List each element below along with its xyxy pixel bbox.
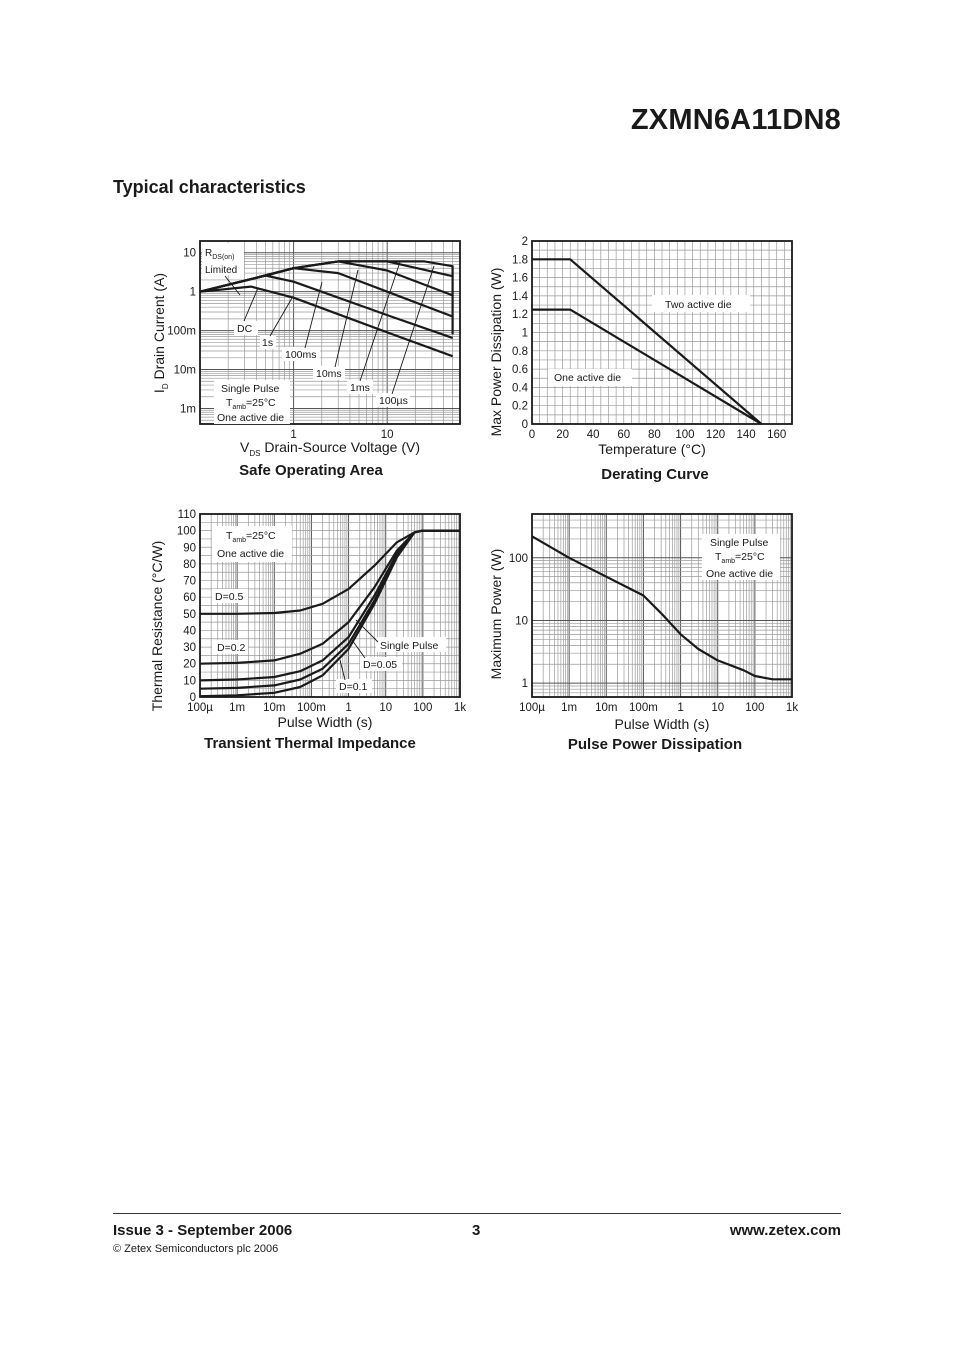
x-tick-label: 100 bbox=[413, 702, 433, 714]
annotation-label: Single Pulse bbox=[221, 383, 280, 395]
x-tick-label: 1m bbox=[229, 702, 246, 714]
legend-label-two-active-die: Two active die bbox=[665, 299, 732, 311]
footer-website-link[interactable]: www.zetex.com bbox=[729, 1222, 841, 1239]
chart-title: Safe Operating Area bbox=[239, 462, 383, 479]
y-axis-label: Maximum Power (W) bbox=[488, 548, 504, 680]
legend-label-one-active-die: One active die bbox=[554, 372, 622, 384]
y-axis-label: $I_D$ Drain Current (A) bbox=[151, 272, 170, 394]
y-tick-label: 30 bbox=[183, 642, 196, 655]
x-tick-label: 1k bbox=[785, 702, 799, 714]
x-tick-label: 40 bbox=[586, 429, 600, 441]
x-tick-label: 60 bbox=[617, 429, 631, 441]
x-axis-label: Pulse Width (s) bbox=[614, 716, 710, 732]
y-tick-label: 0.6 bbox=[512, 364, 528, 377]
transient-thermal-impedance-chart bbox=[149, 509, 466, 752]
annotation-label: Single Pulse bbox=[380, 640, 439, 652]
y-tick-label: 1.6 bbox=[512, 272, 528, 285]
annotation-label: D=0.2 bbox=[217, 642, 246, 654]
y-tick-label: 0.8 bbox=[512, 345, 528, 358]
y-tick-label: 100m bbox=[167, 325, 196, 338]
y-tick-label: 1 bbox=[521, 678, 528, 691]
y-axis-label: Thermal Resistance (°C/W) bbox=[149, 540, 165, 712]
grid bbox=[532, 241, 792, 424]
annotation-label: $T_{amb}=25^\circ C$ bbox=[715, 551, 765, 565]
chart-title: Transient Thermal Impedance bbox=[204, 735, 416, 752]
footer-copyright: © Zetex Semiconductors plc 2006 bbox=[113, 1243, 279, 1255]
y-axis-label: Max Power Dissipation (W) bbox=[488, 267, 504, 437]
y-tick-label: 110 bbox=[177, 509, 196, 521]
x-tick-label: 120 bbox=[705, 429, 726, 441]
annotation-label: D=0.1 bbox=[339, 681, 368, 693]
annotation-label: Limited bbox=[205, 265, 238, 276]
page-number: 3 bbox=[472, 1222, 481, 1239]
annotation-label: 1ms bbox=[350, 382, 370, 394]
safe-operating-area-chart bbox=[151, 241, 460, 479]
y-tick-label: 60 bbox=[183, 592, 196, 605]
y-tick-label: 20 bbox=[183, 658, 196, 671]
y-tick-label: 10 bbox=[515, 615, 528, 628]
annotation-label: D=0.5 bbox=[215, 591, 244, 603]
x-tick-label: 100µ bbox=[519, 702, 545, 714]
y-tick-label: 1m bbox=[180, 403, 196, 416]
x-tick-label: 10 bbox=[380, 429, 394, 441]
x-tick-label: 100 bbox=[675, 429, 695, 441]
derating-curve-chart bbox=[488, 236, 792, 483]
x-tick-label: 0 bbox=[528, 429, 536, 441]
y-tick-label: 0 bbox=[189, 692, 196, 704]
x-tick-label: 160 bbox=[767, 429, 787, 441]
annotation-label: DC bbox=[237, 323, 253, 335]
x-axis-label: Temperature (°C) bbox=[598, 441, 706, 457]
x-tick-label: 10m bbox=[263, 702, 286, 714]
annotation-label: One active die bbox=[217, 548, 285, 560]
y-tick-label: 70 bbox=[183, 575, 196, 588]
x-tick-label: 1 bbox=[345, 702, 352, 714]
y-tick-label: 100 bbox=[508, 552, 528, 565]
x-tick-label: 1k bbox=[453, 702, 467, 714]
x-tick-label: 80 bbox=[647, 429, 661, 441]
annotation-label: 100µs bbox=[379, 395, 408, 407]
y-tick-label: 1 bbox=[189, 286, 196, 299]
y-tick-label: 10 bbox=[183, 675, 196, 688]
y-tick-label: 10m bbox=[173, 364, 196, 377]
y-tick-label: 50 bbox=[183, 608, 196, 621]
x-tick-label: 10 bbox=[711, 702, 725, 714]
footer-divider bbox=[113, 1213, 841, 1214]
annotation-label: $T_{amb}=25^\circ C$ bbox=[226, 397, 276, 411]
annotation-leader bbox=[244, 288, 258, 321]
x-tick-label: 140 bbox=[736, 429, 756, 441]
x-tick-label: 20 bbox=[556, 429, 569, 441]
x-tick-label: 100m bbox=[629, 702, 658, 714]
x-tick-label: 1 bbox=[290, 429, 297, 441]
x-tick-label: 10 bbox=[379, 702, 393, 714]
annotation-label: D=0.05 bbox=[363, 659, 398, 671]
y-tick-label: 1 bbox=[521, 327, 528, 340]
y-tick-label: 1.4 bbox=[512, 290, 528, 303]
y-tick-label: 0.2 bbox=[512, 400, 528, 413]
y-tick-label: 0 bbox=[521, 419, 528, 431]
footer-issue: Issue 3 - September 2006 bbox=[113, 1222, 293, 1239]
y-tick-label: 100 bbox=[176, 525, 196, 538]
x-tick-label: 1m bbox=[561, 702, 578, 714]
x-tick-label: 100 bbox=[745, 702, 765, 714]
x-tick-label: 100µ bbox=[187, 702, 213, 714]
y-tick-label: 80 bbox=[183, 558, 196, 571]
annotation-label: $T_{amb}=25^\circ C$ bbox=[226, 530, 276, 544]
x-axis-label: Pulse Width (s) bbox=[277, 714, 373, 730]
x-tick-label: 100m bbox=[297, 702, 326, 714]
annotation-label: One active die bbox=[217, 412, 285, 424]
pulse-power-dissipation-chart bbox=[488, 514, 798, 753]
annotation-label: 1s bbox=[262, 337, 274, 349]
x-axis-label: $V_{DS}$ Drain-Source Voltage (V) bbox=[240, 439, 420, 458]
chart-title: Pulse Power Dissipation bbox=[567, 736, 743, 753]
chart-title: Derating Curve bbox=[601, 466, 709, 483]
annotation-label: $R_{DS(on)}$ bbox=[205, 248, 235, 261]
annotation-label: One active die bbox=[706, 568, 774, 580]
y-tick-label: 2 bbox=[521, 236, 528, 248]
y-tick-label: 0.4 bbox=[512, 382, 528, 395]
x-tick-label: 10m bbox=[595, 702, 618, 714]
y-tick-label: 1.2 bbox=[512, 309, 528, 322]
part-number: ZXMN6A11DN8 bbox=[630, 104, 841, 136]
section-title: Typical characteristics bbox=[113, 177, 306, 197]
annotation-label: 100ms bbox=[285, 349, 317, 361]
annotation-label: 10ms bbox=[316, 368, 342, 380]
y-tick-label: 1.8 bbox=[512, 254, 528, 267]
x-tick-label: 1 bbox=[677, 702, 684, 714]
y-tick-label: 10 bbox=[183, 247, 196, 260]
y-tick-label: 40 bbox=[183, 625, 196, 638]
annotation-label: Single Pulse bbox=[710, 537, 769, 549]
y-tick-label: 90 bbox=[183, 542, 196, 555]
